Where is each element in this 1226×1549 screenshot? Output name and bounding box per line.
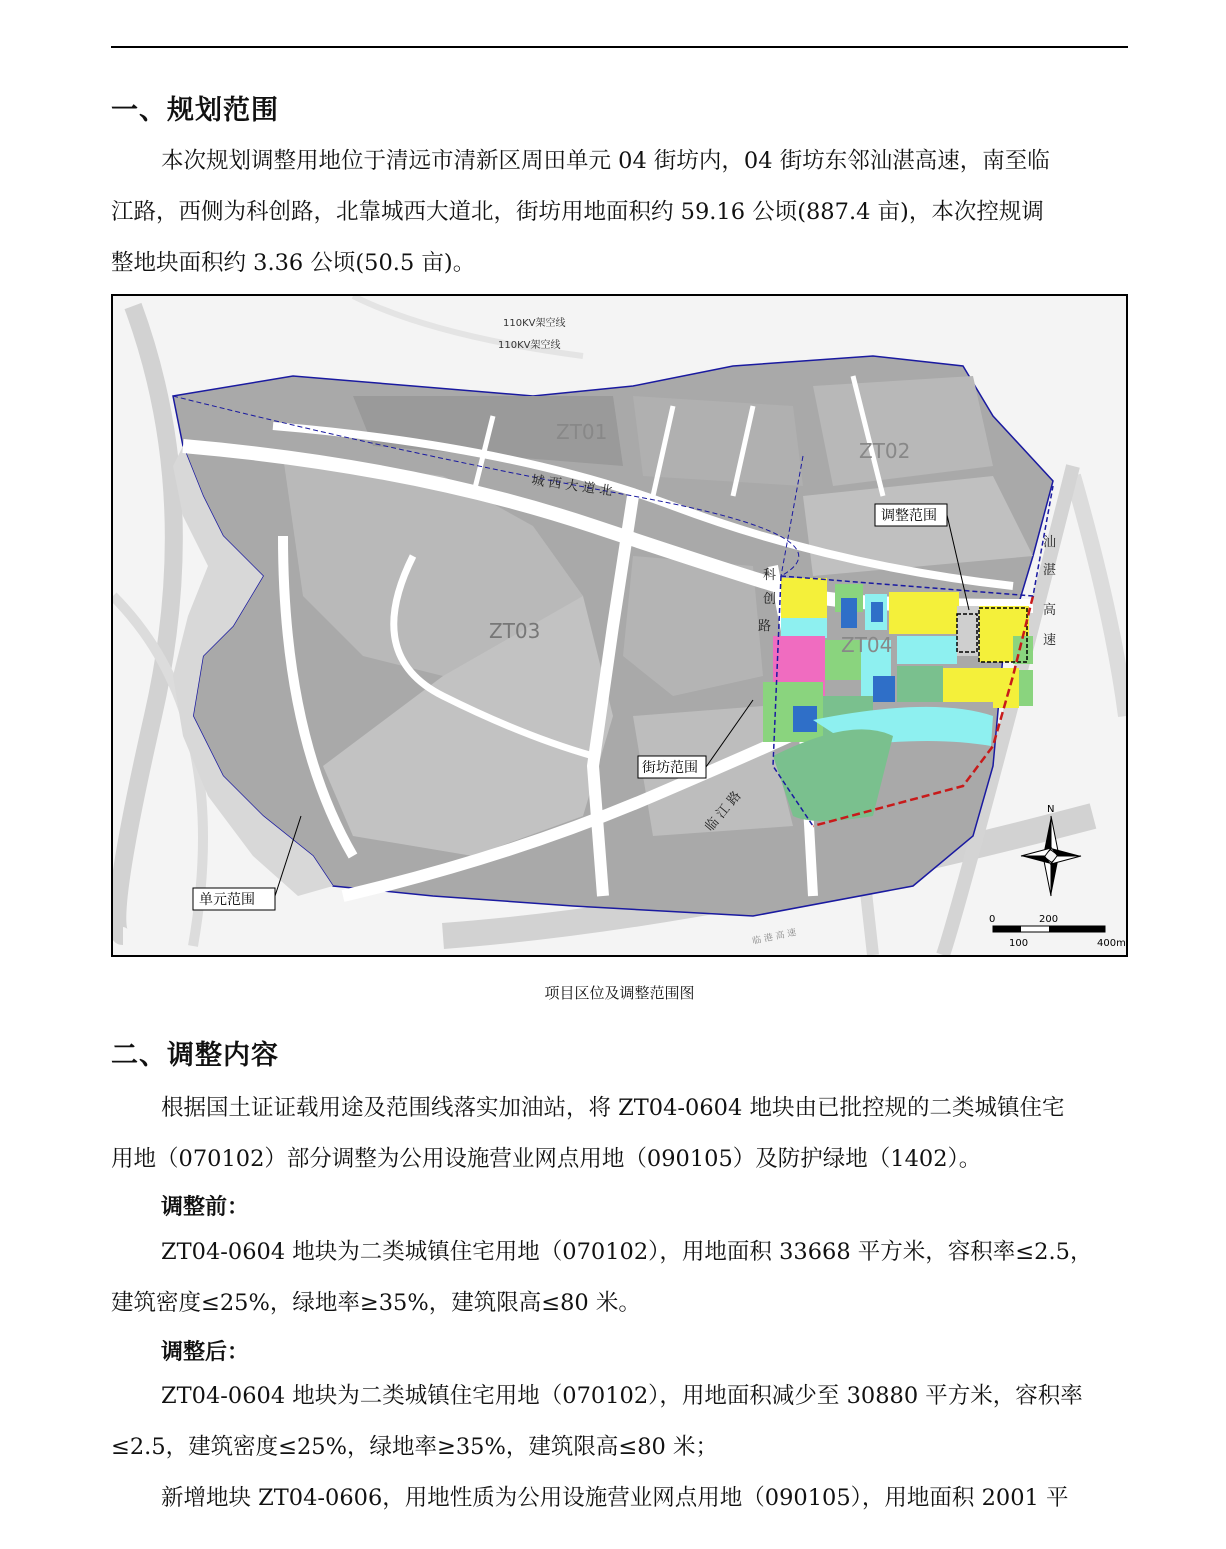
paragraph-line: 整地块面积约 3.36 公顷(50.5 亩)。 (111, 250, 476, 276)
planning-map (111, 294, 1128, 957)
scale-label: 100 (1009, 938, 1029, 949)
before-label: 调整前： (161, 1195, 250, 1220)
paragraph-line: 根据国土证证载用途及范围线落实加油站，将 ZT04-0604 地块由已批控规的二类城镇住宅 (161, 1095, 1065, 1121)
road-label-kechuang: 科 (763, 568, 777, 583)
after-paragraph (111, 1371, 1128, 1524)
section1-heading: 一、规划范围 (111, 95, 279, 126)
paragraph-line: 本次规划调整用地位于清远市清新区周田单元 04 街坊内，04 街坊东邻汕湛高速，南至临 (161, 148, 1050, 174)
scale-label: 400m (1097, 938, 1126, 949)
section2-heading: 二、调整内容 (111, 1040, 279, 1071)
paragraph-line: ZT04-0604 地块为二类城镇住宅用地（070102），用地面积 33668 平方米，容积率≤2.5， (161, 1239, 1093, 1265)
paragraph-line: ZT04-0604 地块为二类城镇住宅用地（070102），用地面积减少至 30880 平方米，容积率 (161, 1383, 1083, 1409)
road-label-shanzhan: 高 (1043, 603, 1057, 618)
map-figure (113, 296, 1126, 955)
road-label-shanzhan: 速 (1043, 633, 1057, 648)
header-rule (111, 46, 1128, 48)
paragraph-line: 新增地块 ZT04-0606，用地性质为公用设施营业网点用地（090105），用地面积 2001 平 (161, 1485, 1069, 1511)
scale-label: 0 (989, 914, 996, 925)
zone-label-zt02: ZT02 (859, 439, 911, 463)
road-label-linjiang: 临 江 路 (702, 788, 745, 835)
road-label-kechuang: 创 (763, 592, 777, 607)
section2-intro (111, 1083, 1128, 1185)
callout-adjust-label: 调整范围 (881, 508, 937, 524)
before-paragraph (111, 1227, 1128, 1329)
zone-label-zt04: ZT04 (841, 633, 893, 657)
power-line-label: 110KV架空线 (498, 340, 561, 351)
north-label: N (1047, 804, 1055, 815)
paragraph-line: 江路，西侧为科创路，北靠城西大道北，街坊用地面积约 59.16 公顷(887.4 亩)，本次控规调 (111, 199, 1044, 225)
after-label: 调整后： (161, 1340, 250, 1365)
section1-paragraph (111, 136, 1128, 289)
scale-label: 200 (1039, 914, 1059, 925)
road-label-lingang: 临 港 高 速 (751, 927, 798, 947)
callout-block-label: 街坊范围 (642, 760, 698, 776)
paragraph-line: ≤2.5，建筑密度≤25%，绿地率≥35%，建筑限高≤80 米； (111, 1434, 718, 1460)
road-label-chengxi: 城 西 大 道 北 (530, 473, 614, 500)
callout-unit-label: 单元范围 (199, 892, 255, 908)
paragraph-line: 建筑密度≤25%，绿地率≥35%，建筑限高≤80 米。 (111, 1290, 641, 1316)
road-label-shanzhan: 汕 (1043, 535, 1057, 550)
power-line-label: 110KV架空线 (503, 318, 566, 329)
road-label-kechuang: 路 (758, 619, 772, 634)
zone-label-zt01: ZT01 (556, 420, 608, 444)
zone-label-zt03: ZT03 (489, 619, 541, 643)
map-caption: 项目区位及调整范围图 (544, 984, 695, 1002)
road-label-shanzhan: 湛 (1043, 563, 1057, 578)
paragraph-line: 用地（070102）部分调整为公用设施营业网点用地（090105）及防护绿地（1402）。 (111, 1146, 982, 1172)
